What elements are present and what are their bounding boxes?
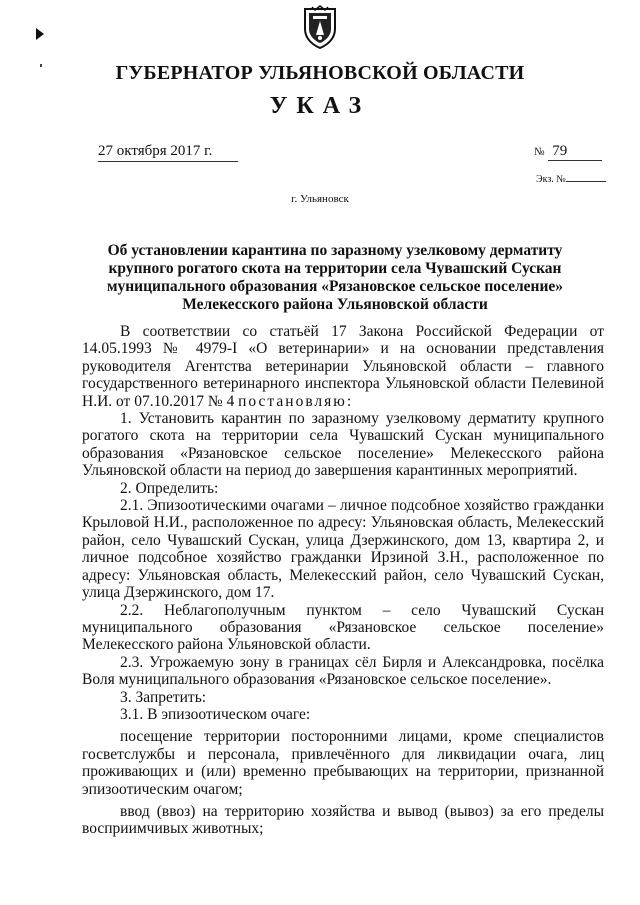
- document-date: 27 октября 2017 г.: [98, 143, 238, 162]
- paragraph-3: 3. Запретить:: [120, 688, 207, 706]
- subject-line-1: Об установлении карантина по заразному узелковому дерматиту: [107, 242, 563, 259]
- document-city: г. Ульяновск: [291, 193, 349, 205]
- authority-title: ГУБЕРНАТОР УЛЬЯНОВСКОЙ ОБЛАСТИ: [115, 62, 525, 84]
- subject-line-2: крупного рогатого скота на территории села Чувашский Сускан: [108, 260, 562, 277]
- paragraph-2-3: 2.3. Угрожаемую зону в границах сёл Бирля и Александровка, посёлка Воля муниципального образования «Рязановское сельское поселение».: [82, 653, 604, 689]
- copy-number: [536, 174, 606, 185]
- decree-word: постановляю:: [238, 392, 354, 410]
- coat-of-arms-icon: [302, 5, 338, 49]
- margin-arrow-mark: [36, 28, 44, 40]
- preamble-text: В соответствии со статьёй 17 Закона Российской Федерации от 14.05.1993 № 4979-I «О ветеринарии» и на основании представления руководителя Агентства ветеринарии Ульяновской области – главного государственного ветеринарного инспектора Ульяновской области Пелевиной Н.И. от 07.10.2017 № 4: [82, 323, 604, 410]
- preamble-paragraph: [82, 323, 604, 410]
- paragraph-3-1-a: посещение территории посторонними лицами, кроме специалистов госветслужбы и персонала, привлечённого для ликвидации очага, лиц проживающих и (или) временно пребывающих на территории, признанной эпизоотическим очагом;: [82, 728, 604, 798]
- document-number: [534, 143, 604, 161]
- subject-line-4: Мелекесского района Ульяновской области: [182, 296, 488, 313]
- copy-label: Экз. №: [536, 174, 566, 185]
- paragraph-2-2: 2.2. Неблагополучным пунктом – село Чувашский Сускан муниципального образования «Рязановское сельское поселение» Мелекесского района Ульяновской области.: [82, 601, 604, 654]
- paragraph-1: 1. Установить карантин по заразному узелковому дерматиту крупного рогатого скота на территории села Чувашский Сускан муниципального образования «Рязановское сельское поселение» Мелекесского района Ульяновской области на период до завершения карантинных мероприятий.: [82, 410, 604, 480]
- subject-line-3: муниципального образования «Рязановское сельское поселение»: [106, 278, 564, 295]
- paragraph-3-1-b: ввод (ввоз) на территорию хозяйства и вывод (вывоз) за его пределы восприимчивых животных;: [82, 802, 604, 838]
- paragraph-3-1: 3.1. В эпизоотическом очаге:: [120, 705, 311, 723]
- document-body: [82, 323, 604, 838]
- document-type: УКАЗ: [269, 93, 371, 119]
- number-sign: №: [534, 146, 545, 158]
- number-value: 79: [548, 143, 602, 161]
- paragraph-2: 2. Определить:: [120, 479, 219, 497]
- paragraph-2-1: 2.1. Эпизоотическими очагами – личное подсобное хозяйство гражданки Крыловой Н.И., расположенное по адресу: Ульяновская область, Мелекесский район, село Чувашский Сускан, улица Дзержинского, дом 13, квартира 2, и личное подсобное хозяйство гражданки Ирзиной З.Н., расположенное по адресу: Ульяновская область, Мелекесский район, село Чувашский Сускан, улица Дзержинского, дом 17.: [82, 497, 604, 602]
- document-subject: [100, 242, 570, 314]
- copy-line: [566, 181, 606, 182]
